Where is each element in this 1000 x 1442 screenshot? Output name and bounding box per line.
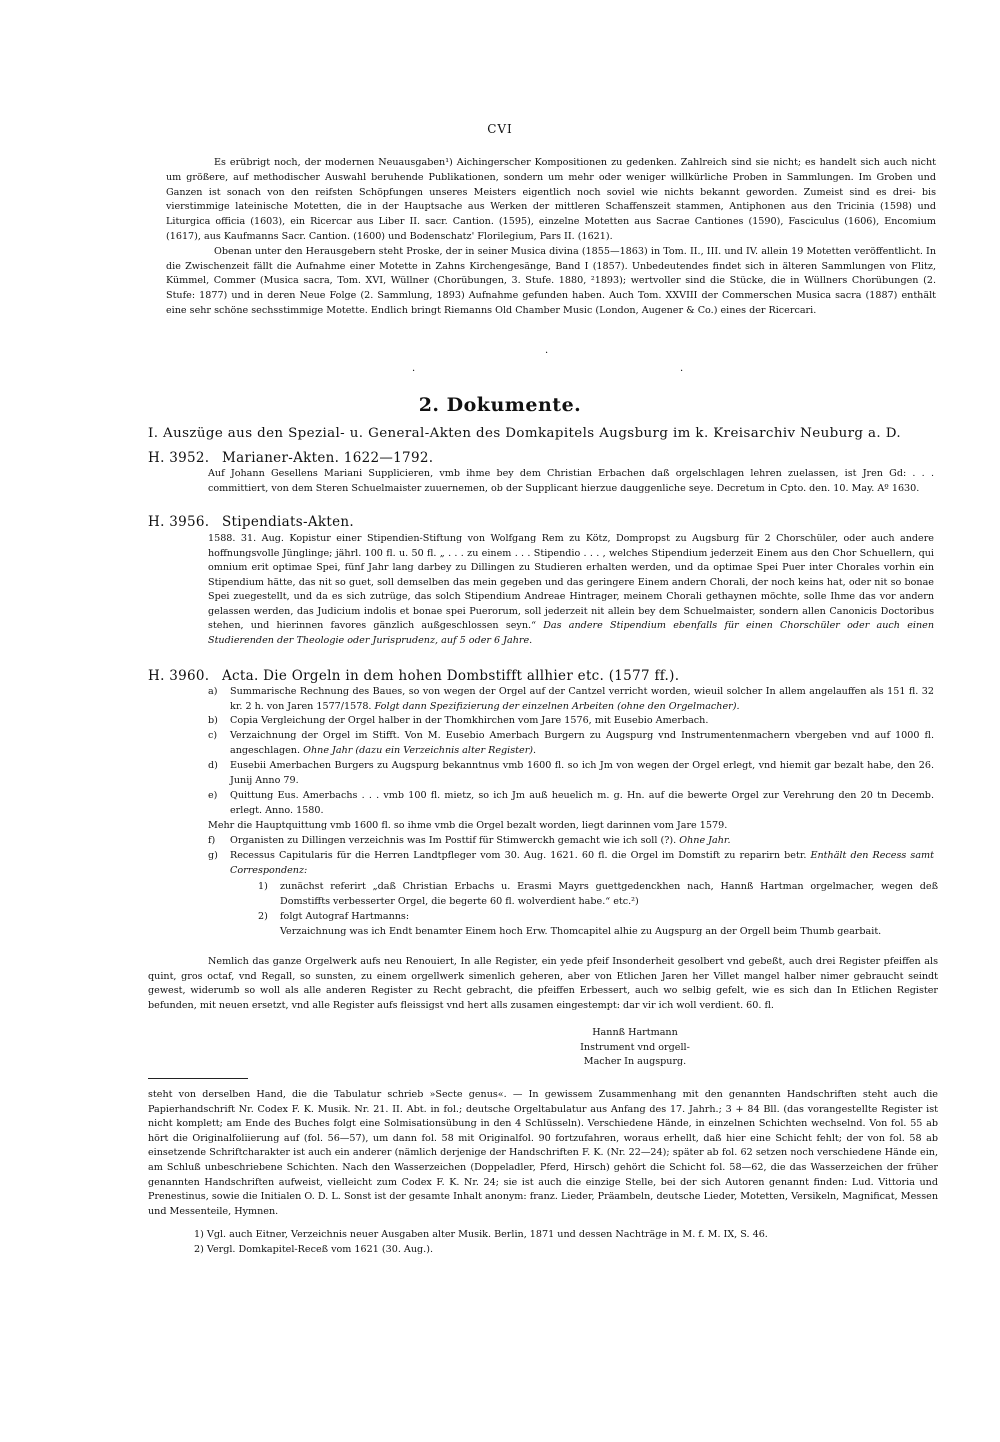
list-item bbox=[208, 729, 934, 758]
item-note: Enthält den Recess samt Correspondenz: bbox=[230, 850, 934, 876]
entry-heading-3956 bbox=[148, 514, 354, 530]
ornament-dot: · bbox=[680, 366, 684, 377]
footnote-text: steht von derselben Hand, die die Tabulatur schrieb »Secte genus«. — In gewissem Zusammenhang mit den genannten Handschriften steht auch die Papierhandschrift Nr. Codex F. K. Musik. Nr. 21. II. Abt. in fol.; deutsche Orgeltabulatur aus Anfang des 17. Jahrh.; 3 + 84 Bll. (das vorangestellte Register ist nicht komplett; am Ende des Buches folgt eine Solmisationsübung in den 4 Schlüsseln). Verschiedene Hände, in einzelnen Schichten wechselnd. Von fol. 55 ab hört die Originalfoliierung auf (fol. 56—57), um dann fol. 58 mit Originalfol. 90 fortzufahren, woraus erhellt, daß hier eine Schicht fehlt; der von fol. 58 ab einsetzende Schriftcharakter ist auch ein anderer (nämlich derjenige der Handschriften F. K. (Nr. 22—24); später ab fol. 62 setzen noch verschiedene Hände ein, am Schluß unbeschriebene Schichten. Nach den Wasserzeichen (Doppeladler, Pferd, Hirsch) gehört die Schicht fol. 58—62, die das Wasserzeichen der früher genannten Handschriften aufweist, vielleicht zum Codex F. K. Nr. 24; sie ist auch die einzige Stelle, bei der sich Autoren genannt finden: Lud. Vittoria und Prenestinus, sowie die Initialen O. D. L. Sonst ist der gesamte Inhalt anonym: franz. Lieder, Präambeln, deutsche Lieder, Motetten, Versikeln, Magnificat, Messen und Messenteile, Hymnen. bbox=[148, 1089, 938, 1217]
entry-title: Acta. Die Orgeln in dem hohen Dombstifft allhier etc. (1577 ff.). bbox=[222, 668, 680, 684]
sub-item bbox=[258, 910, 938, 939]
list-item bbox=[208, 834, 934, 849]
item-text: Mehr die Hauptquittung vmb 1600 fl. so ihme vmb die Orgel bezalt worden, liegt darinnen vom Jare 1579. bbox=[208, 820, 728, 831]
entry-text-3956 bbox=[208, 532, 934, 648]
section-title: 2. Dokumente. bbox=[418, 394, 582, 416]
entry-title: Stipendiats-Akten. bbox=[222, 514, 354, 530]
sub-item-label: 2) bbox=[258, 911, 268, 922]
item-label: e) bbox=[208, 790, 218, 801]
entry-signature: H. 3956. bbox=[148, 514, 210, 530]
item-text: Verzaichnung der Orgel im Stifft. Von M. Eusebio Amerbach Burgern zu Augspurg vnd Instrumentenmachern vbergeben vnd auf 1000 fl. angeschlagen. bbox=[230, 730, 934, 756]
item-text: Eusebii Amerbachen Burgers zu Augspurg bekanntnus vmb 1600 fl. so ich Jm von wegen der Orgel erlegt, vnd hiemit gar bezalt habe, den 26. Junij Anno 79. bbox=[230, 760, 934, 786]
list-item bbox=[208, 714, 934, 729]
footnote-rule bbox=[148, 1078, 248, 1079]
list-item bbox=[208, 759, 934, 788]
section-subtitle: I. Auszüge aus den Spezial- u. General-Akten des Domkapitels Augsburg im k. Kreisarchiv Neuburg a. D. bbox=[148, 426, 902, 441]
item-label: b) bbox=[208, 715, 218, 726]
sub-item-text: zunächst referirt „daß Christian Erbachs u. Erasmi Mayrs guettgedenckhen nach, Hannß Hartman orgelmacher, wegen deß Domstiffts verbesserter Orgel, die begerte 60 fl. wolverdient habe.“ etc.²) bbox=[280, 881, 938, 907]
entry-heading-3952 bbox=[148, 450, 433, 466]
item-label: a) bbox=[208, 686, 218, 697]
footnote-continuation bbox=[148, 1088, 938, 1219]
intro-paragraph-1: Es erübrigt noch, der modernen Neuausgaben¹) Aichingerscher Kompositionen zu gedenken. Zahlreich sind sie nicht; es handelt sich auch nicht um größere, auf methodischer Auswahl beruhende Publikationen, sondern um mehr oder weniger willkürliche Proben in Sammlungen. Im Groben und Ganzen ist sonach von den reifsten Schöpfungen unseres Meisters eigentlich noch soviel wie nichts bekannt geworden. Zumeist sind es drei- bis vierstimmige lateinische Motetten, die in der Hauptsache aus Werken der mittleren Schaffenszeit stammen, Antiphonen aus den Tricinia (1598) und Liturgica officia (1603), ein Ricercar aus Liber II. sacr. Cantion. (1595), einzelne Motetten aus Sacrae Cantiones (1590), Fasciculus (1606), Encomium (1617), aus Kaufmanns Sacr. Cantion. (1600) und Bodenschatz' Florilegium, Pars II. (1621). bbox=[166, 157, 936, 242]
signature-line: Hannß Hartmann bbox=[592, 1027, 678, 1038]
entry-signature: H. 3960. bbox=[148, 668, 210, 684]
sub-item-text: Verzaichnung was ich Endt benamter Einem hoch Erw. Thomcapitel alhie zu Augspurg an der Orgell beim Thumb gearbait. bbox=[280, 925, 882, 937]
entry-text-3952 bbox=[208, 467, 934, 496]
item-note: Ohne Jahr (dazu ein Verzeichnis alter Register). bbox=[303, 744, 537, 756]
item-text: Organisten zu Dillingen verzeichnis was Im Posttif für Stimwerckh gemacht wie ich soll (?). bbox=[230, 835, 677, 846]
item-label: f) bbox=[208, 835, 216, 846]
ornament-dot: · bbox=[545, 348, 549, 359]
intro-paragraph-2: Obenan unter den Herausgebern steht Proske, der in seiner Musica divina (1855—1863) in Tom. II., III. und IV. allein 19 Motetten veröffentlicht. In die Zwischenzeit fällt die Aufnahme einer Motette in Zahns Kirchengesänge, Band I (1857). Unbedeutendes findet sich in älteren Sammlungen von Flitz, Kümmel, Commer (Musica sacra, Tom. XVI, Wüllner (Chorübungen, 3. Stufe. 1880, ²1893); wertvoller sind die Stücke, die in Wüllners Chorübungen (2. Stufe: 1877) und in deren Neue Folge (2. Sammlung, 1893) Aufnahme gefunden haben. Auch Tom. XXVIII der Commerschen Musica sacra (1887) enthält eine sehr schöne sechsstimmige Motette. Endlich bringt Riemanns Old Chamber Music (London, Augener & Co.) eines der Ricercari. bbox=[166, 245, 936, 316]
footnote-2: 2) Vergl. Domkapitel-Receß vom 1621 (30. Aug.). bbox=[194, 1244, 434, 1255]
item-text: Summarische Rechnung des Baues, so von wegen der Orgel auf der Cantzel verricht worden, wieuil solcher In allem angelauffen als 151 fl. 32 kr. 2 h. von Jaren 1577/1578. bbox=[230, 686, 934, 712]
signature-block bbox=[555, 1026, 715, 1070]
item-note: Folgt dann Spezifizierung der einzelnen Arbeiten (ohne den Orgelmacher). bbox=[374, 700, 740, 712]
entry-signature: H. 3952. bbox=[148, 450, 210, 466]
entry-note: Das andere Stipendium ebenfalls für einen Chorschüler oder auch einen Studierenden der Theologie oder Jurisprudenz, auf 5 oder 6 Jahre. bbox=[208, 620, 934, 646]
intro-section bbox=[166, 156, 936, 319]
entry-paragraph: Auf Johann Gesellens Mariani Supplicieren, vmb ihme bey dem Christian Erbachen daß orgelschlagen lehren zuelassen, ist Jren Gd: . . . committiert, von dem Steren Schuelmaister zuuernemen, ob der Supplicant hierzue dauggenliche seye. Decretum in Cpto. den. 10. May. Aº 1630. bbox=[208, 468, 934, 494]
list-item bbox=[208, 685, 934, 714]
item-note: Ohne Jahr. bbox=[679, 835, 731, 846]
signature-line: Macher In augspurg. bbox=[583, 1056, 687, 1068]
entry-heading-3960 bbox=[148, 668, 679, 684]
page-number: CVI bbox=[487, 122, 513, 136]
sub-item bbox=[258, 880, 938, 909]
item-label: d) bbox=[208, 760, 218, 771]
list-item bbox=[208, 849, 934, 878]
item-label: c) bbox=[208, 730, 218, 741]
entry-paragraph: 1588. 31. Aug. Kopistur einer Stipendien-Stiftung von Wolfgang Rem zu Kötz, Dompropst zu Augsburg für 2 Chorschüler, oder auch andere hoffnungsvolle Jünglinge; jährl. 100 fl. u. 50 fl. „ . . . zu einem . . . Stipendio . . . , welches Stipendium jederzeit Einem aus den Chor Schuellern, qui omnium erit optimae Spei, fünf Jahr lang darbey zu Dillingen zu Studieren erhalten werden, und da optimae Spei Puer inter Chorales vorhin ein Stipendium hätte, das nit so guet, soll demselben das mein gegeben und das geringere Einem andern Chorali, der noch keins hat, oder nit so bonae Spei zuegestellt, und da es sich zutrüge, das solch Stipendium Andreae Hintrager, meinem Chorali gethaynen möchte, solle Ihme das vor andern gelassen werden, das Judicium indolis et bonae spei Puerorum, soll jederzeit nit allein bey dem Schuelmaister, sondern allen Canonicis Doctoribus stehen, und hierinnen favores gänzlich außgeschlossen seyn.“ bbox=[208, 533, 934, 631]
signature-line: Instrument vnd orgell- bbox=[580, 1041, 690, 1053]
closing-paragraph bbox=[148, 955, 938, 1013]
entry-title: Marianer-Akten. 1622—1792. bbox=[222, 450, 434, 466]
footnote-1: 1) Vgl. auch Eitner, Verzeichnis neuer Ausgaben alter Musik. Berlin, 1871 und dessen Nachträge in M. f. M. IX, S. 46. bbox=[194, 1229, 768, 1240]
sub-item-text: folgt Autograf Hartmanns: bbox=[280, 911, 410, 922]
item-text: Quittung Eus. Amerbachs . . . vmb 100 fl. mietz, so ich Jm auß heuelich m. g. Hn. auf die bewerte Orgel zur Verehrung den 20 tn Decemb. erlegt. Anno. 1580. bbox=[230, 790, 934, 816]
closing-text: Nemlich das ganze Orgelwerk aufs neu Renouiert, In alle Register, ein yede pfeif Insonderheit gesolbert vnd gebeßt, auch drei Register pfeiffen als quint, gros octaf, vnd Regall, so sunsten, zu einem orgellwerk simenlich geheren, aber von Etlichen Jaren her Villet mangel halber nimer gebraucht seindt gewest, widerumb so woll als alle anderen Register zu Recht gebracht, die pfeiffen Erbessert, auch wo selbig gefelt, wie es sich dan In Etlichen Register befunden, mit neuen ersetzt, vnd alle Register aufs fleissigst vnd hert alls zusamen eingestempt: dar vir ich woll verdient. 60. fl. bbox=[148, 956, 938, 1011]
item-text: Copia Vergleichung der Orgel halber in der Thomkhirchen vom Jare 1576, mit Eusebio Amerbach. bbox=[230, 715, 709, 726]
sub-item-label: 1) bbox=[258, 881, 268, 892]
list-item bbox=[208, 819, 934, 834]
item-label: g) bbox=[208, 850, 218, 861]
list-item bbox=[208, 789, 934, 818]
ornament-dot: · bbox=[412, 366, 416, 377]
item-text: Recessus Capitularis für die Herren Landtpfleger vom 30. Aug. 1621. 60 fl. die Orgel im Domstift zu reparirn betr. bbox=[230, 850, 807, 861]
